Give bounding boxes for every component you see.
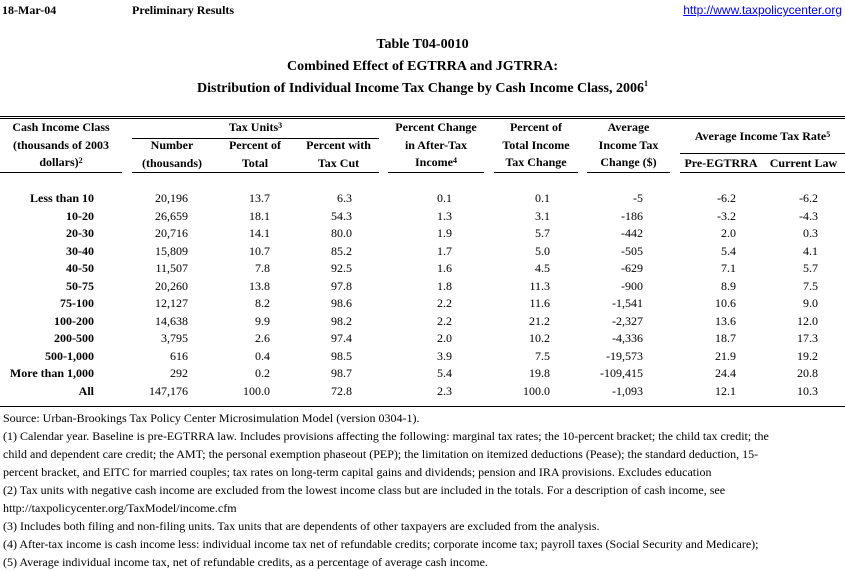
header-pct-change-line3: [388, 154, 484, 172]
note-2-url: http://taxpolicycenter.org/TaxModel/income.cfm: [3, 501, 237, 515]
cell-current-law: 4.1: [803, 243, 818, 258]
header-pct-cut-line1: Percent with: [306, 138, 371, 152]
cell-pre-egtrra: 8.9: [721, 278, 736, 293]
cell-income-class: 100-200: [54, 313, 94, 328]
cell-pct-change: 0.1: [437, 191, 452, 205]
cell-pct-total: 13.7: [249, 191, 270, 205]
cell-pct-cut: 97.4: [331, 331, 352, 345]
cell-pct-tax-change: 5.7: [535, 226, 550, 240]
cell-number: 20,260: [155, 278, 188, 293]
cell-pct-total: 9.9: [255, 313, 270, 328]
note-1: (1) Calendar year. Baseline is pre-EGTRRA law. Includes provisions affecting the following: marginal tax rates; the 10-percent bracket; the child tax credit; the: [3, 429, 769, 443]
header-current-law: Current Law: [769, 156, 838, 170]
cell-pct-cut: 54.3: [331, 208, 352, 223]
cell-pct-change: 2.2: [437, 313, 452, 328]
footnote-ref: 1: [643, 79, 648, 88]
header-underline: [587, 172, 670, 173]
note-5: (5) Average individual income tax, net of refundable credits, as a percentage of average cash income.: [3, 555, 488, 569]
cell-number: 147,176: [149, 383, 188, 398]
header-avg-rate-text: Average Income Tax Rate: [694, 129, 827, 143]
avg-rate-rule: [680, 153, 845, 154]
header-class-line3-text: dollars): [39, 155, 79, 169]
website-link[interactable]: http://www.taxpolicycenter.org: [683, 3, 842, 17]
cell-pct-cut: 6.3: [337, 191, 352, 205]
cell-current-law: -6.2: [799, 191, 818, 205]
header-avg-change-line1: Average: [607, 120, 650, 134]
header-class-line1: Cash Income Class: [12, 120, 110, 134]
cell-current-law: 10.3: [797, 383, 818, 398]
cell-pre-egtrra: 18.7: [715, 331, 736, 345]
cell-pct-total: 18.1: [249, 208, 270, 223]
header-ptc-line3: Tax Change: [505, 155, 567, 169]
cell-pct-change: 2.0: [437, 331, 452, 345]
cell-income-class: 20-30: [66, 226, 94, 240]
cell-number: 14,638: [155, 313, 188, 328]
cell-pct-change: 1.6: [437, 261, 452, 275]
cell-pre-egtrra: -3.2: [717, 208, 736, 223]
report-status: Preliminary Results: [132, 3, 235, 17]
header-ptc-line2: Total Income: [502, 137, 570, 152]
top-rule: [0, 116, 845, 117]
cell-pct-total: 100.0: [243, 383, 270, 398]
subtitle-text: Distribution of Individual Income Tax Change by Cash Income Class, 2006: [197, 81, 644, 96]
cell-avg-change: -19,573: [606, 348, 643, 363]
cell-pct-tax-change: 11.6: [529, 296, 550, 310]
cell-pct-cut: 97.8: [331, 278, 352, 293]
header-avg-rate: [680, 128, 845, 146]
note-3: (3) Includes both filing and non-filing units. Tax units that are dependents of other taxpayers are excluded from the analysis.: [3, 519, 600, 533]
cell-current-law: 0.3: [803, 226, 818, 240]
cell-pre-egtrra: 5.4: [721, 243, 736, 258]
cell-pct-cut: 98.7: [331, 366, 352, 380]
cell-number: 20,196: [155, 191, 188, 205]
cell-pct-change: 1.8: [437, 278, 452, 293]
cell-pct-change: 1.7: [437, 243, 452, 258]
header-pct-change-line2: in After-Tax: [404, 137, 468, 152]
cell-pct-tax-change: 10.2: [529, 331, 550, 345]
header-avg-change-line2: Income Tax: [598, 137, 659, 152]
cell-current-law: 5.7: [803, 261, 818, 275]
cell-income-class: 200-500: [54, 331, 94, 345]
header-tax-units-text: Tax Units: [228, 120, 279, 134]
table-title: Combined Effect of EGTRRA and JGTRRA:: [286, 59, 559, 74]
cell-number: 15,809: [155, 243, 188, 258]
cell-current-law: 12.0: [797, 313, 818, 328]
header-underline: [494, 172, 578, 173]
header-pre-egtrra: Pre-EGTRRA: [684, 156, 758, 170]
note-source: Source: Urban-Brookings Tax Policy Center Microsimulation Model (version 0304-1).: [3, 411, 420, 425]
footnote-ref: 3: [278, 121, 283, 130]
cell-income-class: 40-50: [66, 261, 94, 275]
cell-income-class: Less than 10: [29, 191, 94, 205]
header-number-line2: (thousands): [141, 155, 203, 170]
cell-pct-total: 8.2: [255, 296, 270, 310]
cell-pct-total: 7.8: [255, 261, 270, 275]
cell-number: 292: [170, 366, 188, 380]
header-pct-cut-line2: Tax Cut: [317, 155, 360, 170]
table-id: Table T04-0010: [376, 37, 469, 52]
cell-pct-tax-change: 11.3: [529, 278, 550, 293]
cell-avg-change: -900: [621, 278, 643, 293]
cell-pct-total: 10.7: [249, 243, 270, 258]
cell-income-class: 75-100: [60, 296, 94, 310]
cell-pct-tax-change: 21.2: [529, 313, 550, 328]
header-pct-total: [215, 137, 295, 172]
cell-pct-tax-change: 5.0: [535, 243, 550, 258]
cell-income-class: All: [78, 383, 94, 398]
cell-pct-tax-change: 3.1: [535, 208, 550, 223]
cell-pct-tax-change: 4.5: [535, 261, 550, 275]
header-underline: [0, 172, 122, 173]
cell-number: 3,795: [161, 331, 188, 345]
cell-income-class: 10-20: [66, 208, 94, 223]
cell-pre-egtrra: 10.6: [715, 296, 736, 310]
footnote-ref: 4: [453, 156, 457, 165]
header-tax-units: [132, 119, 379, 137]
cell-current-law: -4.3: [799, 208, 818, 223]
cell-current-law: 19.2: [797, 348, 818, 363]
cell-pct-cut: 92.5: [331, 261, 352, 275]
header-avg-change-line3: Change ($): [600, 155, 657, 169]
cell-pct-total: 2.6: [255, 331, 270, 345]
header-class-line3: [0, 154, 122, 172]
cell-income-class: More than 1,000: [9, 366, 94, 380]
cell-pct-change: 2.3: [437, 383, 452, 398]
report-date: 18-Mar-04: [2, 3, 57, 17]
cell-number: 616: [170, 348, 188, 363]
header-ptc-line1: Percent of: [509, 120, 563, 134]
cell-pct-total: 0.2: [255, 366, 270, 380]
header-underline: [680, 172, 845, 173]
cell-avg-change: -442: [621, 226, 643, 240]
note-1-cont: child and dependent care credit; the AMT; the personal exemption phaseout (PEP); the limitation on itemized deductions (Pease); the standard deduction, 15-: [3, 447, 759, 461]
footnote-ref: 5: [826, 130, 831, 139]
cell-number: 20,716: [155, 226, 188, 240]
cell-pct-cut: 80.0: [331, 226, 352, 240]
cell-current-law: 17.3: [797, 331, 818, 345]
cell-avg-change: -2,327: [612, 313, 643, 328]
cell-pct-cut: 98.5: [331, 348, 352, 363]
note-4: (4) After-tax income is cash income less: individual income tax net of refundable credits; corporate income tax; payroll taxes (Social Security and Medicare);: [3, 537, 759, 551]
cell-number: 12,127: [155, 296, 188, 310]
cell-pct-tax-change: 7.5: [535, 348, 550, 363]
cell-avg-change: -629: [621, 261, 643, 275]
cell-pct-total: 13.8: [249, 278, 270, 293]
cell-pct-cut: 98.6: [331, 296, 352, 310]
header-number: [132, 137, 212, 172]
header-pct-change-line3-text: Income: [415, 155, 453, 169]
cell-pct-tax-change: 0.1: [535, 191, 550, 205]
header-pct-change-line1: Percent Change: [395, 120, 477, 134]
cell-pre-egtrra: 24.4: [715, 366, 736, 380]
cell-current-law: 20.8: [797, 366, 818, 380]
table-subtitle: [0, 81, 845, 97]
cell-pct-total: 0.4: [255, 348, 270, 363]
cell-pct-cut: 85.2: [331, 243, 352, 258]
cell-pct-change: 5.4: [437, 366, 452, 380]
cell-pct-change: 3.9: [437, 348, 452, 363]
cell-pct-change: 1.3: [437, 208, 452, 223]
footnotes: [3, 409, 845, 571]
cell-avg-change: -1,541: [612, 296, 643, 310]
cell-pct-change: 2.2: [437, 296, 452, 310]
cell-pct-cut: 98.2: [331, 313, 352, 328]
cell-number: 11,507: [155, 261, 188, 275]
cell-pct-tax-change: 19.8: [529, 366, 550, 380]
cell-current-law: 7.5: [803, 278, 818, 293]
cell-pre-egtrra: 12.1: [715, 383, 736, 398]
cell-avg-change: -1,093: [612, 383, 643, 398]
cell-pre-egtrra: 13.6: [715, 313, 736, 328]
header-underline: [388, 172, 484, 173]
cell-pre-egtrra: 2.0: [721, 226, 736, 240]
cell-current-law: 9.0: [803, 296, 818, 310]
cell-avg-change: -5: [633, 191, 643, 205]
cell-income-class: 500-1,000: [45, 348, 94, 363]
footnote-ref: 2: [78, 156, 83, 165]
header-avg-change: [587, 119, 670, 172]
cell-pct-cut: 72.8: [331, 383, 352, 398]
cell-pct-tax-change: 100.0: [523, 383, 550, 398]
header-underline: [132, 172, 379, 173]
note-1-cont: percent bracket, and EITC for married couples; tax rates on long-term capital gains and dividends; pension and IRA provisions. Excludes education: [3, 465, 712, 479]
cell-pct-change: 1.9: [437, 226, 452, 240]
cell-avg-change: -505: [621, 243, 643, 258]
header-class-line2: (thousands of 2003: [12, 137, 110, 152]
cell-income-class: 50-75: [66, 278, 94, 293]
cell-number: 26,659: [155, 208, 188, 223]
header-pct-total-line1: Percent of: [228, 138, 282, 152]
cell-avg-change: -186: [621, 208, 643, 223]
note-2: (2) Tax units with negative cash income are excluded from the lowest income class but are included in the totals. For a description of cash income, see: [3, 483, 726, 497]
cell-avg-change: -109,415: [600, 366, 643, 380]
cell-avg-change: -4,336: [612, 331, 643, 345]
cell-pre-egtrra: 21.9: [715, 348, 736, 363]
header-pct-cut: [298, 137, 379, 172]
cell-income-class: 30-40: [66, 243, 94, 258]
cell-pct-total: 14.1: [249, 226, 270, 240]
cell-pre-egtrra: -6.2: [717, 191, 736, 205]
cell-pre-egtrra: 7.1: [721, 261, 736, 275]
header-number-line1: Number: [150, 138, 194, 152]
header-pct-total-change: [494, 119, 578, 172]
bottom-rule: [0, 406, 845, 407]
header-class: [0, 119, 122, 172]
header-pct-total-line2: Total: [241, 155, 269, 170]
header-pct-change: [388, 119, 484, 172]
